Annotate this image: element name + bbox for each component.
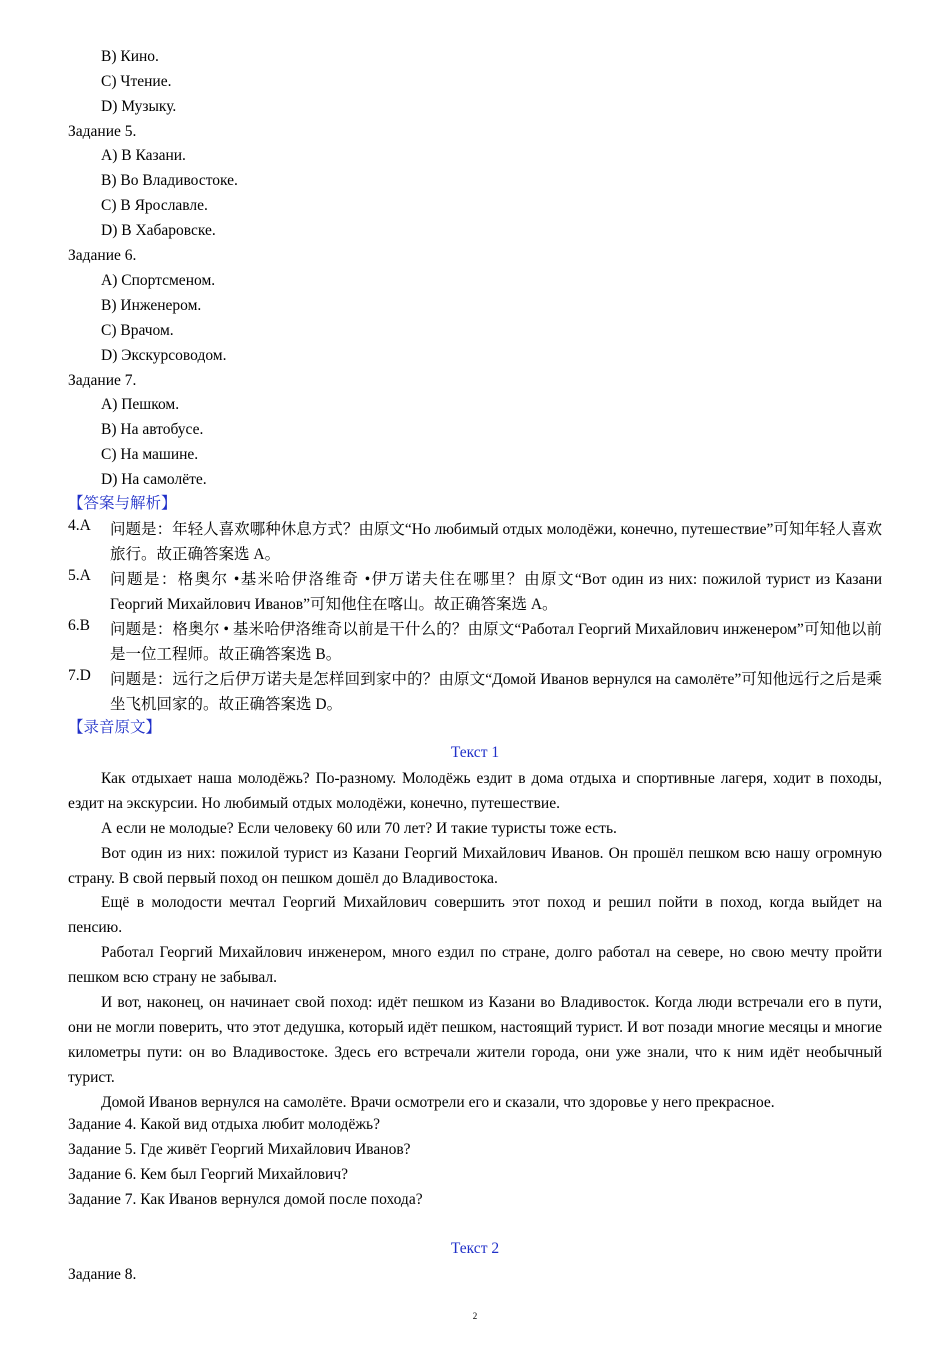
task6-option-d: D) Экскурсоводом. xyxy=(101,347,227,364)
page-number: 2 xyxy=(472,1311,478,1321)
task7-label: Задание 7. xyxy=(68,372,137,389)
task7-option-a: A) Пешком. xyxy=(101,396,180,413)
text1-paragraph: А если не молодые? Если человеку 60 или 70 лет? И такие туристы тоже есть. xyxy=(101,820,617,837)
text1-paragraph: Домой Иванов вернулся на самолёте. Врачи осмотрели его и сказали, что здоровье у него прекрасное. xyxy=(101,1094,775,1111)
task6-label: Задание 6. xyxy=(68,247,137,264)
answer-number: 6.B xyxy=(68,617,90,634)
text1-paragraph: Ещё в молодости мечтал Георгий Михайлович совершить этот поход и решил пойти в поход, когда выйдет на пенсию. xyxy=(68,894,882,936)
task6-option-c: C) Врачом. xyxy=(101,322,174,339)
task7-option-c: C) На машине. xyxy=(101,446,199,463)
task5-option-a: A) В Казани. xyxy=(101,147,186,164)
task5-option-d: D) В Хабаровске. xyxy=(101,222,216,239)
text2-title: Текст 2 xyxy=(450,1240,500,1257)
answer-text: 问题是：格奥尔 •基米哈伊洛维奇 •伊万诺夫住在哪里？由原文“Вот один из них: пожилой турист из Казани Георгий Михайлович Иванов”可知他住在喀山。故正确答案选 A。 xyxy=(110,571,882,613)
answers-heading: 【答案与解析】 xyxy=(68,495,177,512)
task5-option-c: C) В Ярославле. xyxy=(101,197,208,214)
text1-question: Задание 4. Какой вид отдыха любит молодёжь? xyxy=(68,1116,380,1133)
text1-paragraph: И вот, наконец, он начинает свой поход: идёт пешком из Казани во Владивосток. Когда люди встречали его в пути, они не могли поверить, что этот дедушка, который идёт пешком, настоящий турист. И вот позади многие месяцы и многие километры пути: он во Владивостоке. Здесь его встречали жители города, они уже знали, что к ним идёт необычный турист. xyxy=(68,994,882,1086)
text1-question: Задание 6. Кем был Георгий Михайлович? xyxy=(68,1166,349,1183)
answer-text: 问题是：格奥尔 • 基米哈伊洛维奇以前是干什么的？由原文“Работал Георгий Михайлович инженером”可知他以前是一位工程师。故正确答案选 B。 xyxy=(110,621,882,663)
text1-paragraph: Как отдыхает наша молодёжь? По-разному. Молодёжь ездит в дома отдыха и спортивные лагеря, ходит в походы, ездит на экскурсии. Но любимый отдых молодёжи, конечно, путешествие. xyxy=(68,770,882,812)
task5-label: Задание 5. xyxy=(68,123,137,140)
transcript-heading: 【录音原文】 xyxy=(68,719,162,736)
answer-text: 问题是：年轻人喜欢哪种休息方式？由原文“Но любимый отдых молодёжи, конечно, путешествие”可知年轻人喜欢旅行。故正确答案选 A。 xyxy=(110,521,882,563)
answer-number: 5.A xyxy=(68,567,91,584)
text1-paragraph: Вот один из них: пожилой турист из Казани Георгий Михайлович Иванов. Он прошёл пешком всю нашу огромную страну. В свой первый поход он пешком дошёл до Владивостока. xyxy=(68,845,882,887)
text1-question: Задание 7. Как Иванов вернулся домой после похода? xyxy=(68,1191,423,1208)
text1-paragraph: Работал Георгий Михайлович инженером, много ездил по стране, долго работал на севере, но свою мечту пройти пешком всю страну не забывал. xyxy=(68,944,882,986)
task4-option-d: D) Музыку. xyxy=(101,98,177,115)
text1-title: Текст 1 xyxy=(450,744,500,761)
answer-number: 4.A xyxy=(68,517,91,534)
task6-option-b: B) Инженером. xyxy=(101,297,202,314)
task7-option-b: B) На автобусе. xyxy=(101,421,204,438)
answer-number: 7.D xyxy=(68,667,91,684)
text2-task-label: Задание 8. xyxy=(68,1266,137,1283)
task7-option-d: D) На самолёте. xyxy=(101,471,207,488)
task6-option-a: A) Спортсменом. xyxy=(101,272,216,289)
task5-option-b: B) Во Владивостоке. xyxy=(101,172,238,189)
task4-option-c: C) Чтение. xyxy=(101,73,172,90)
task4-option-b: B) Кино. xyxy=(101,48,159,65)
text1-question: Задание 5. Где живёт Георгий Михайлович Иванов? xyxy=(68,1141,411,1158)
answer-text: 问题是：远行之后伊万诺夫是怎样回到家中的？由原文“Домой Иванов вернулся на самолёте”可知他远行之后是乘坐飞机回家的。故正确答案选 D。 xyxy=(110,671,882,713)
